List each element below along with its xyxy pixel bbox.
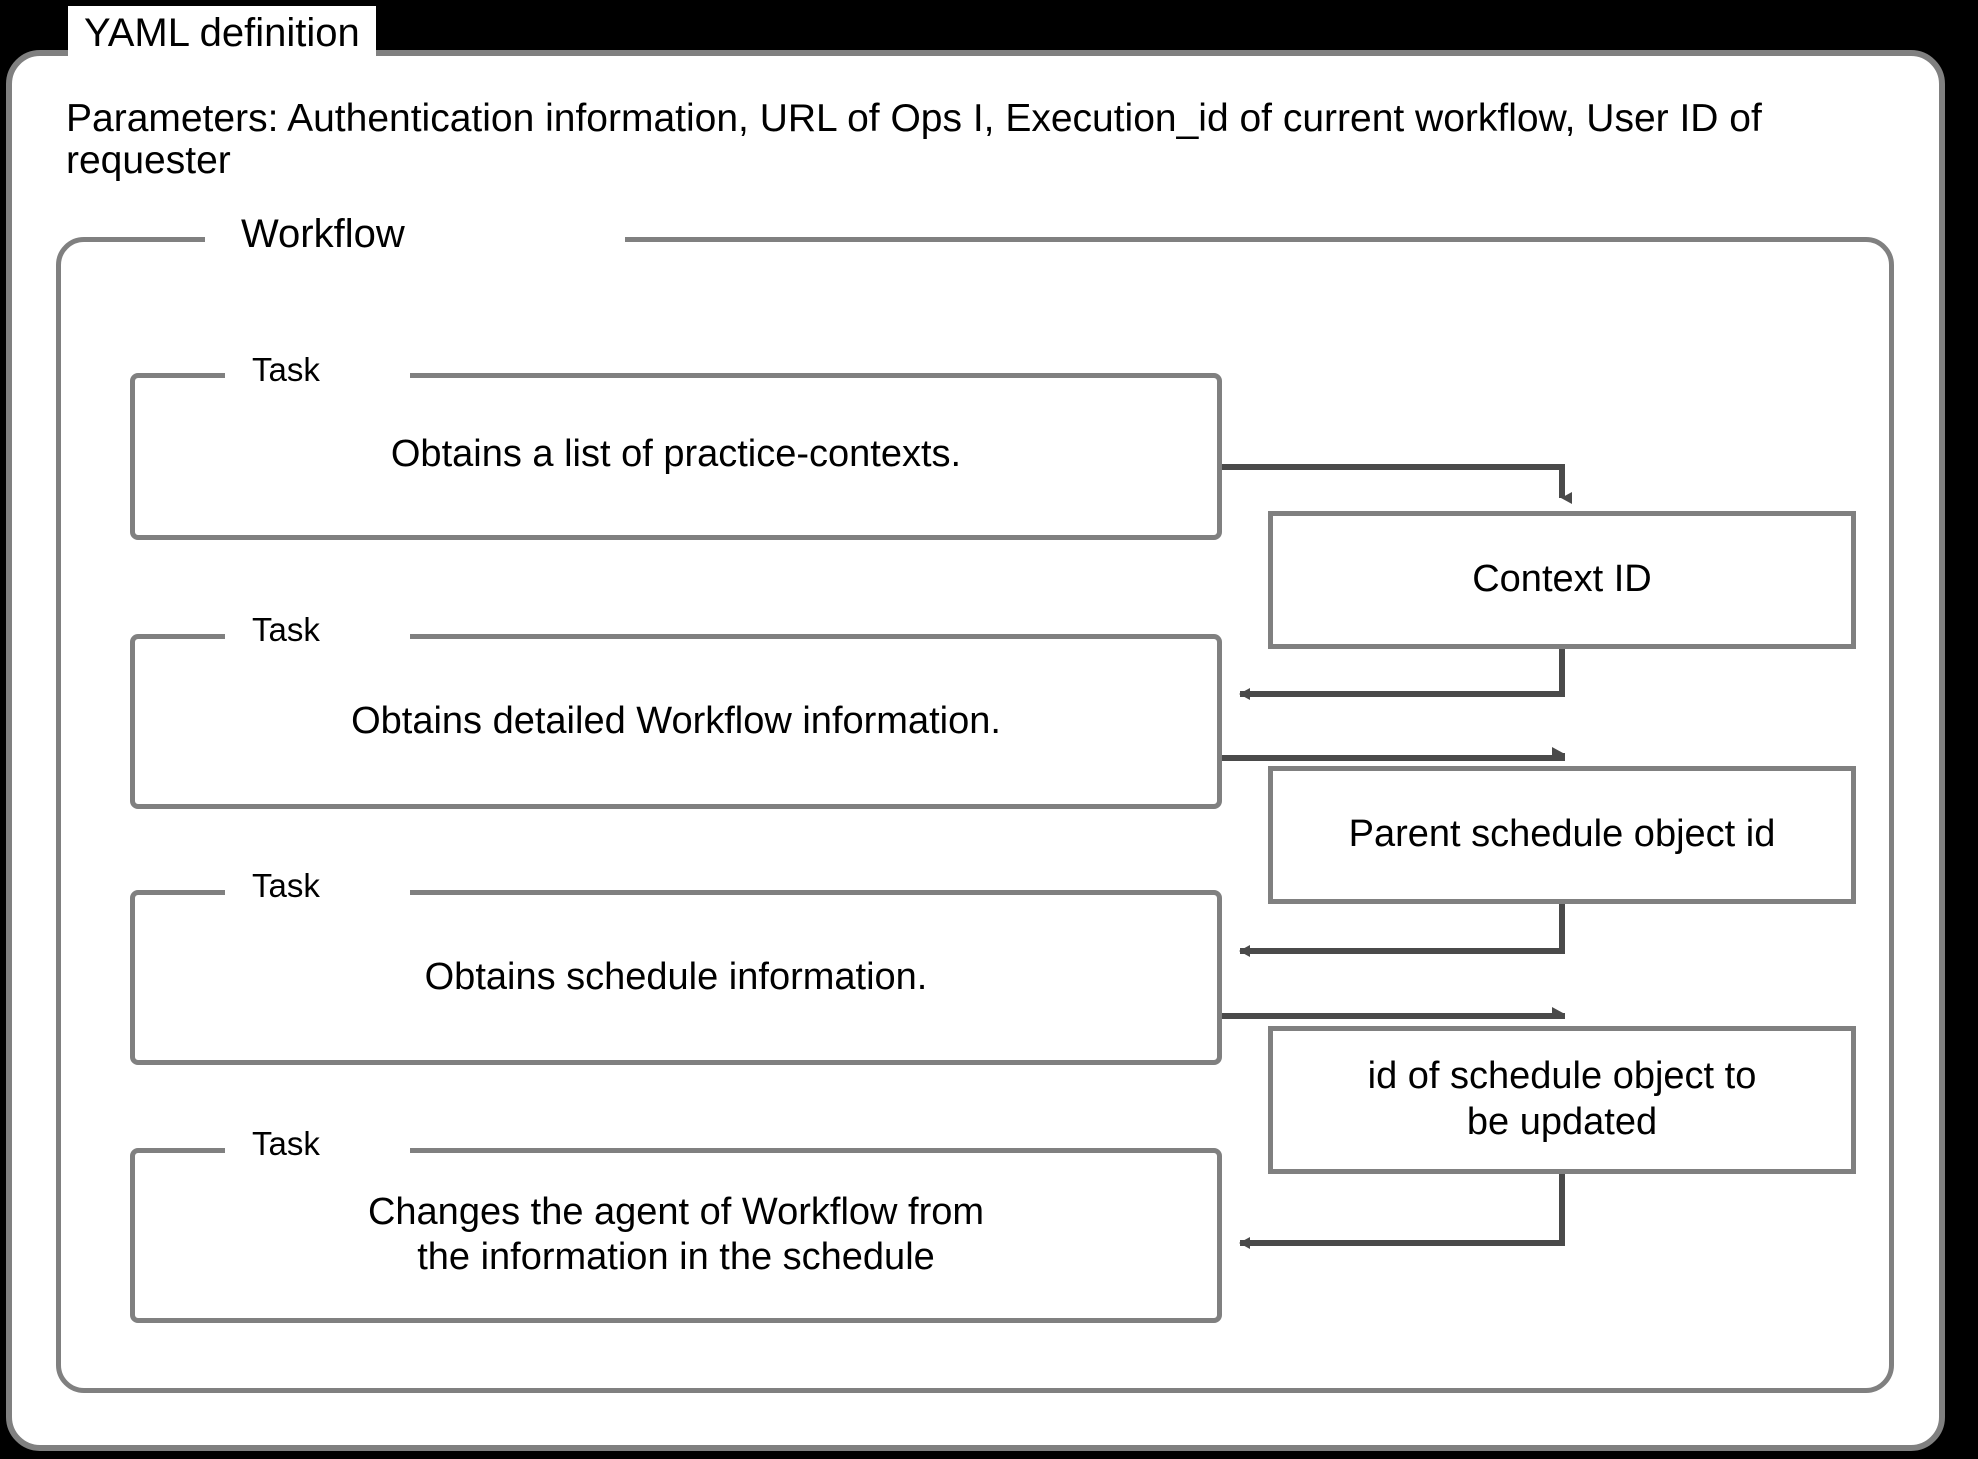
data-box-parent-schedule-object-id-text: Parent schedule object id bbox=[1348, 813, 1776, 856]
data-box-schedule-object-to-update bbox=[1268, 1026, 1856, 1174]
task-4-text-line-1: Changes the agent of Workflow from bbox=[367, 1191, 985, 1233]
data-box-context-id bbox=[1268, 511, 1856, 649]
parameters-text: Parameters: Authentication information, URL of Ops I, Execution_id of current workflow, User ID of requester bbox=[66, 97, 1762, 183]
task-2-text: Obtains detailed Workflow information. bbox=[351, 700, 1001, 742]
task-3-text: Obtains schedule information. bbox=[424, 956, 928, 998]
task-4-text bbox=[140, 1190, 1212, 1280]
task-1-label: Task bbox=[243, 351, 329, 389]
task-2-label: Task bbox=[243, 611, 329, 649]
data-box-context-id-text: Context ID bbox=[1472, 558, 1652, 601]
task-1-text: Obtains a list of practice-contexts. bbox=[390, 433, 962, 475]
task-4-text-line-2: the information in the schedule bbox=[417, 1235, 935, 1278]
task-3-label: Task bbox=[243, 867, 329, 905]
data-box-schedule-object-to-update-line-2: be updated bbox=[1466, 1101, 1658, 1143]
workflow-group-label: Workflow bbox=[231, 212, 415, 257]
task-4-label: Task bbox=[243, 1125, 329, 1163]
data-box-schedule-object-to-update-line-1: id of schedule object to bbox=[1367, 1055, 1757, 1098]
yaml-definition-title: YAML definition bbox=[68, 6, 376, 62]
data-box-parent-schedule-object-id bbox=[1268, 766, 1856, 904]
